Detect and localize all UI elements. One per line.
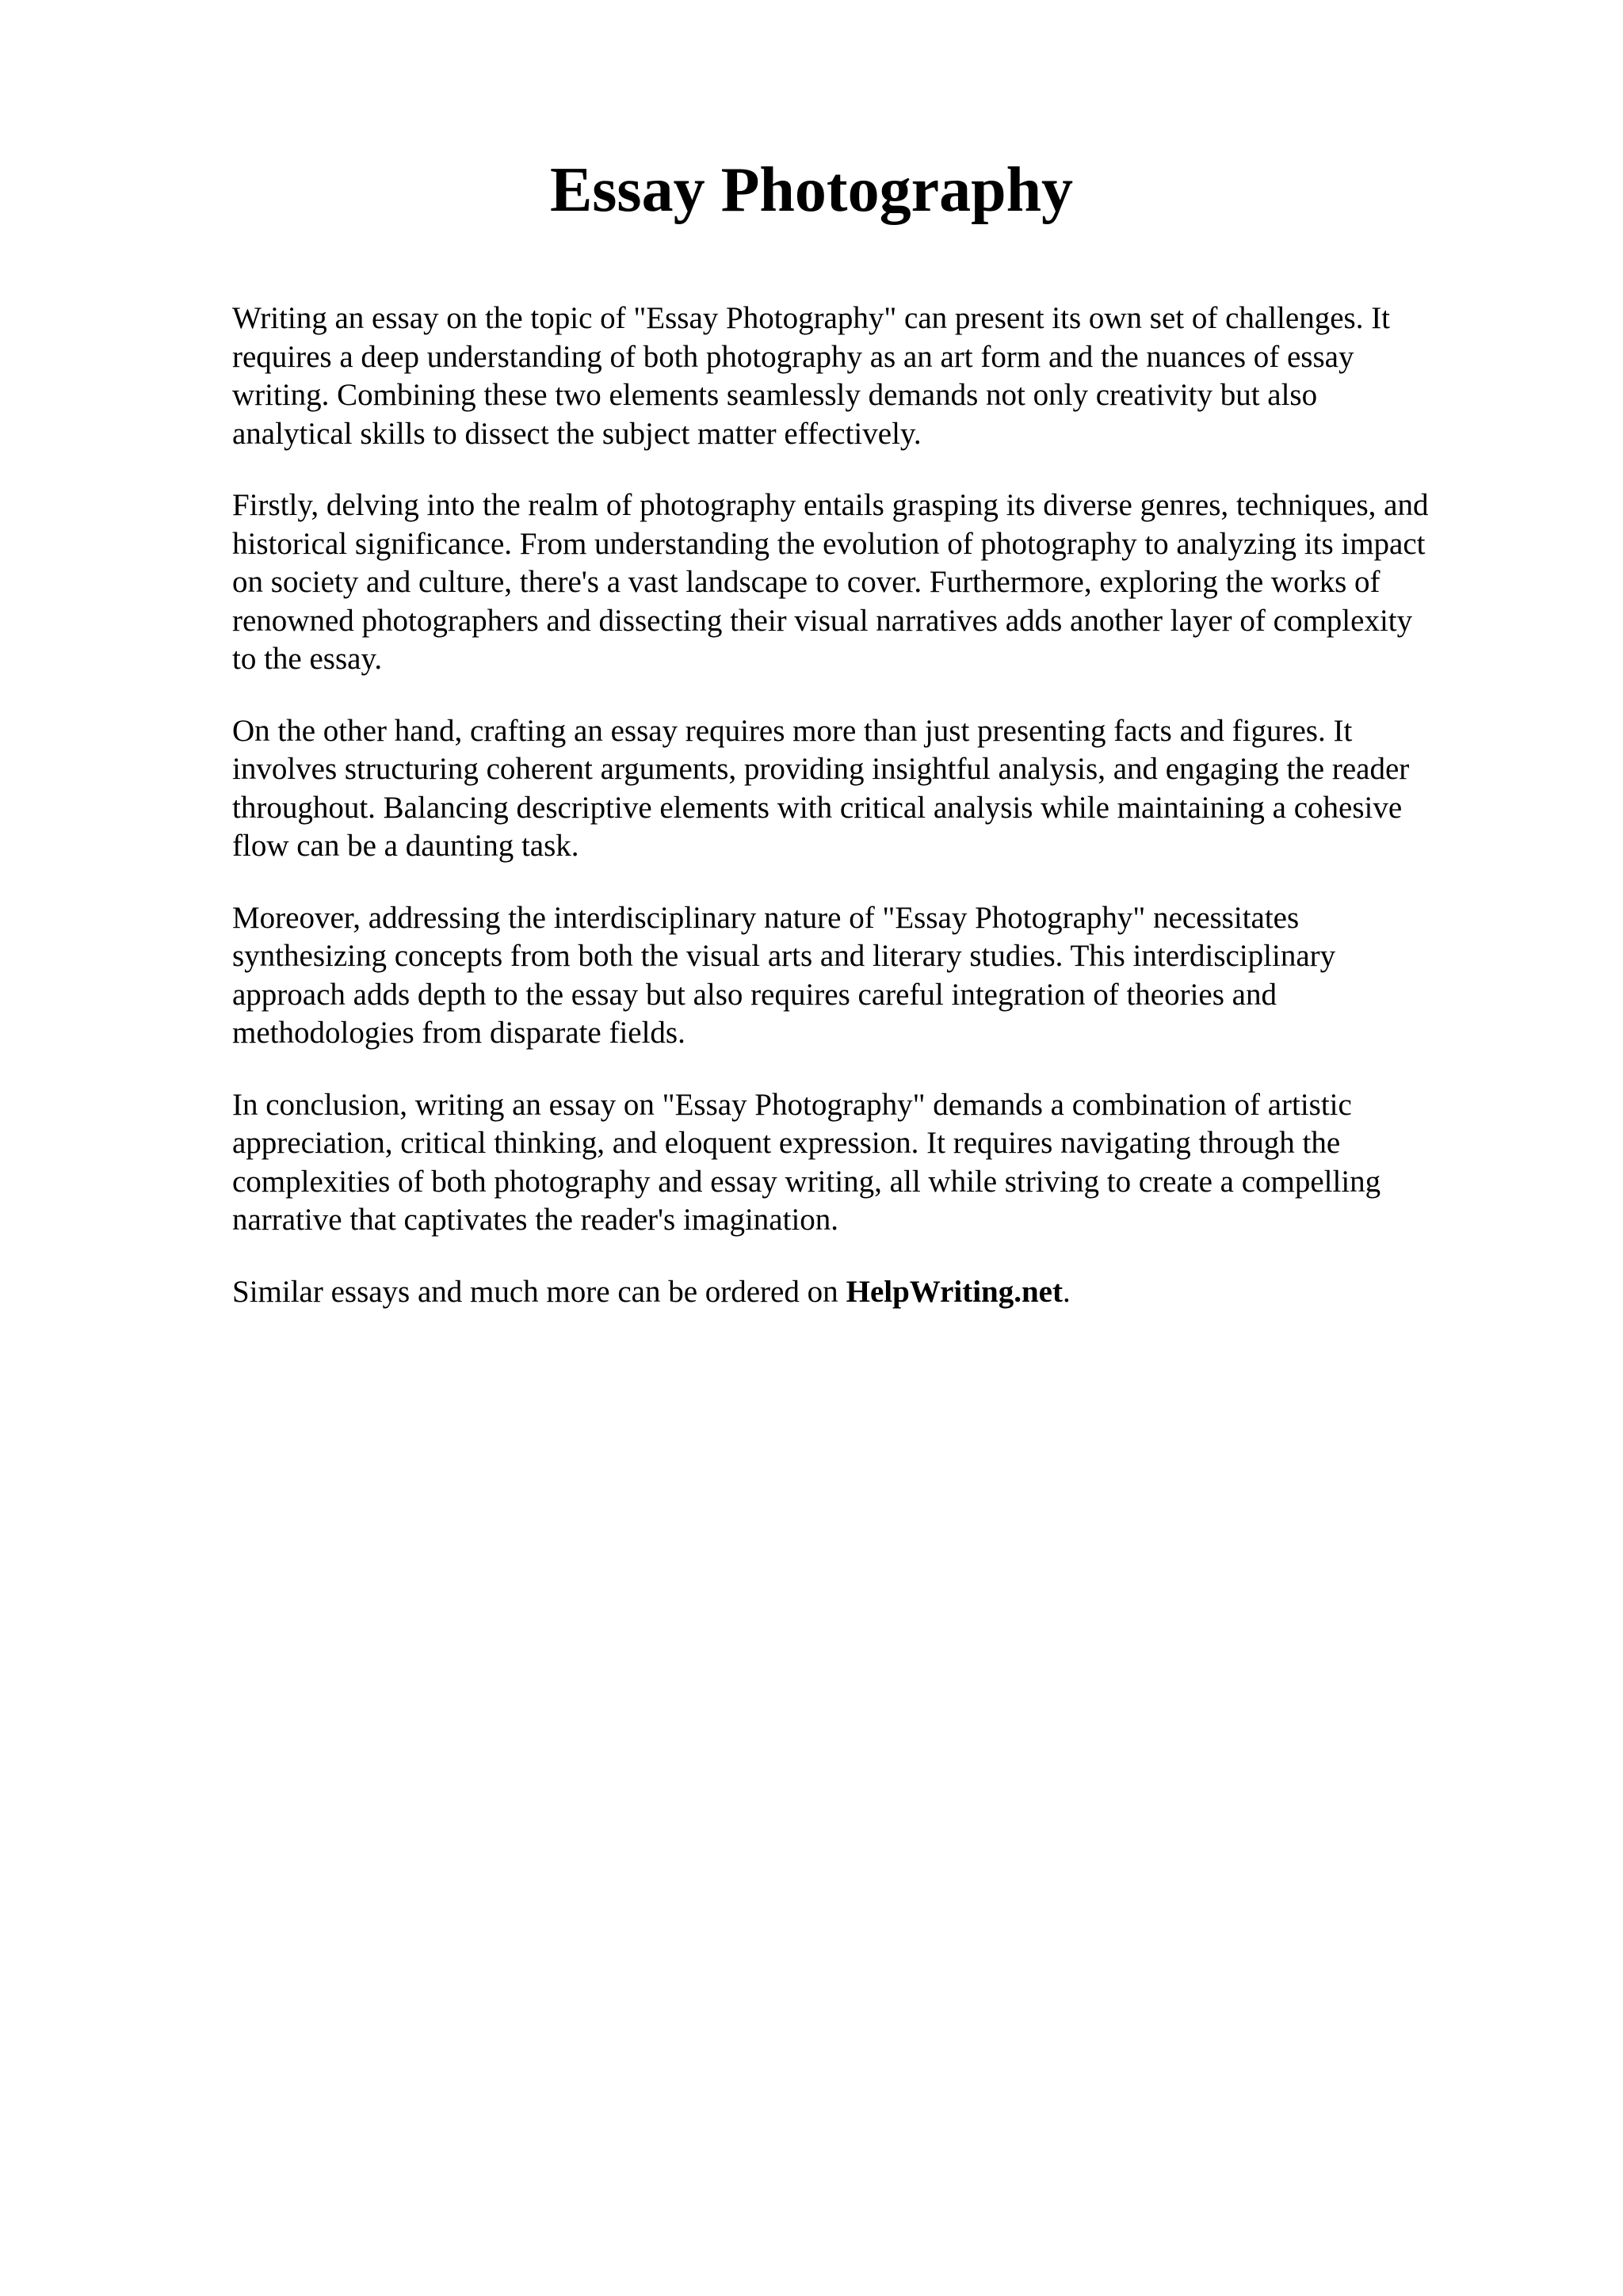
- paragraph-line: involves structuring coherent arguments, providing insightful analysis, and engaging the reader: [232, 752, 1410, 786]
- paragraph-line: synthesizing concepts from both the visual arts and literary studies. This interdisciplinary: [232, 939, 1336, 973]
- page-title: Essay Photography: [549, 155, 1074, 225]
- brand-link[interactable]: HelpWriting.net: [846, 1274, 1063, 1309]
- paragraph-line: flow can be a daunting task.: [232, 829, 579, 863]
- paragraph-line: Firstly, delving into the realm of photography entails grasping its diverse genres, techniques, and: [232, 488, 1429, 522]
- paragraph-4: [232, 899, 1516, 1053]
- closing-text: Similar essays and much more can be ordered on: [232, 1274, 838, 1309]
- paragraph-line: renowned photographers and dissecting their visual narratives adds another layer of complexity: [232, 603, 1413, 638]
- paragraph-line: writing. Combining these two elements seamlessly demands not only creativity but also: [232, 378, 1318, 412]
- paragraph-line: methodologies from disparate fields.: [232, 1016, 685, 1050]
- paragraph-line: complexities of both photography and essay writing, all while striving to create a compelling: [232, 1164, 1381, 1199]
- paragraph-line: In conclusion, writing an essay on "Essay Photography" demands a combination of artistic: [232, 1087, 1352, 1122]
- paragraph-1: [232, 299, 1516, 453]
- paragraph-line: requires a deep understanding of both photography as an art form and the nuances of essay: [232, 339, 1354, 374]
- paragraph-line: throughout. Balancing descriptive elements with critical analysis while maintaining a cohesive: [232, 790, 1403, 825]
- paragraph-line: analytical skills to dissect the subject matter effectively.: [232, 416, 922, 451]
- essay-body: [232, 299, 1516, 1311]
- closing-period: .: [1062, 1274, 1071, 1309]
- paragraph-line: Writing an essay on the topic of "Essay Photography" can present its own set of challenges. It: [232, 301, 1391, 335]
- closing-line: [232, 1273, 1516, 1312]
- paragraph-line: historical significance. From understanding the evolution of photography to analyzing its impact: [232, 526, 1426, 561]
- paragraph-line: narrative that captivates the reader's imagination.: [232, 1203, 839, 1237]
- paragraph-2: [232, 486, 1516, 679]
- paragraph-line: Moreover, addressing the interdisciplinary nature of "Essay Photography" necessitates: [232, 900, 1300, 935]
- paragraph-line: approach adds depth to the essay but also requires careful integration of theories and: [232, 977, 1277, 1012]
- paragraph-3: [232, 712, 1516, 866]
- paragraph-line: to the essay.: [232, 642, 383, 676]
- paragraph-line: appreciation, critical thinking, and eloquent expression. It requires navigating through the: [232, 1126, 1341, 1160]
- paragraph-5: [232, 1086, 1516, 1240]
- paragraph-line: On the other hand, crafting an essay requires more than just presenting facts and figures. It: [232, 713, 1353, 748]
- paragraph-line: on society and culture, there's a vast landscape to cover. Furthermore, exploring the works of: [232, 565, 1381, 599]
